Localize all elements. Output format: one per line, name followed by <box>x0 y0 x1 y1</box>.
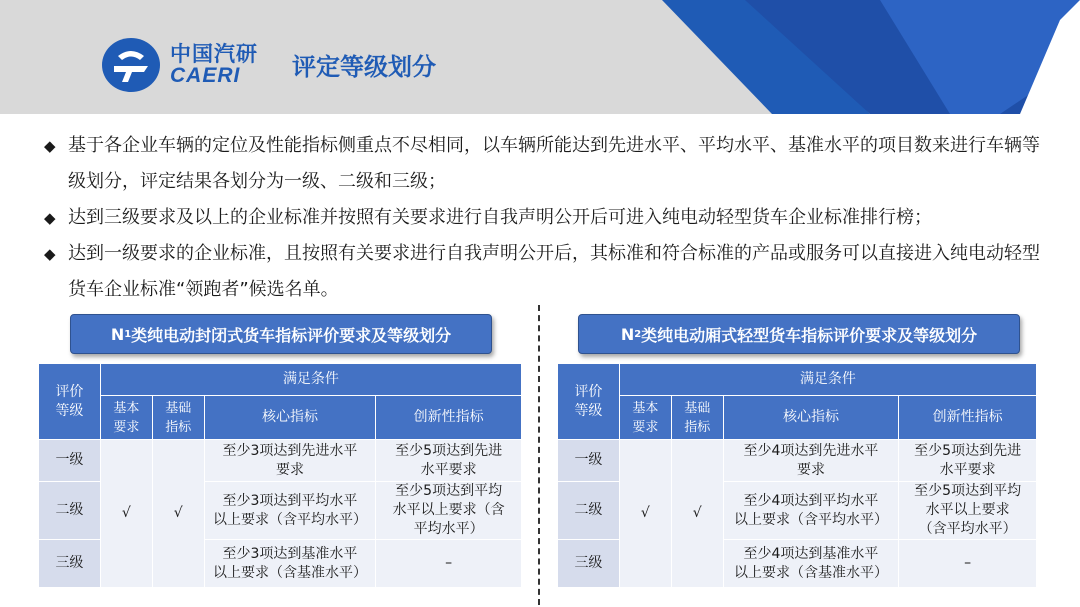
header-band <box>0 0 1080 114</box>
diamond-bullet-icon: ◆ <box>44 245 56 263</box>
basic-index-header: 基础 指标 <box>671 396 723 440</box>
innovation-cell: 至少5项达到先进 水平要求 <box>899 440 1037 482</box>
innovation-cell: 至少5项达到平均 水平以上要求 （含平均水平） <box>899 482 1037 540</box>
check-cell: √ <box>619 440 671 588</box>
check-cell: √ <box>671 440 723 588</box>
left-title-text: 类纯电动封闭式货车指标评价要求及等级划分 <box>131 325 452 345</box>
section-divider <box>538 305 540 605</box>
level-cell: 三级 <box>558 540 620 588</box>
bullet-item <box>44 128 1054 200</box>
right-section-title <box>578 314 1020 354</box>
condition-header: 满足条件 <box>100 364 521 396</box>
left-title-prefix: N <box>110 324 125 344</box>
grade-header: 评价 等级 <box>39 364 101 440</box>
bullet-text: 达到一级要求的企业标准，且按照有关要求进行自我声明公开后，其标准和符合标准的产品或服务可以直接进入纯电动轻型货车企业标准“领跑者”候选名单。 <box>68 243 1040 300</box>
page-title: 评定等级划分 <box>292 53 436 81</box>
logo-text-en: CAERI <box>170 64 241 87</box>
core-index-header: 核心指标 <box>204 396 376 440</box>
check-cell: √ <box>152 440 204 588</box>
bullet-text: 达到三级要求及以上的企业标准并按照有关要求进行自我声明公开后可进入纯电动轻型货车企业标准排行榜； <box>68 207 932 228</box>
diamond-bullet-icon: ◆ <box>44 209 56 227</box>
header-decoration <box>0 0 1080 114</box>
left-grading-table <box>38 363 522 588</box>
table-row <box>39 440 522 482</box>
level-cell: 一级 <box>39 440 101 482</box>
bullet-list <box>44 128 1054 308</box>
table-row <box>558 440 1037 482</box>
basic-index-header: 基础 指标 <box>152 396 204 440</box>
innovation-index-header: 创新性指标 <box>376 396 522 440</box>
left-title-sub: 1 <box>124 328 132 340</box>
right-grading-table <box>557 363 1037 588</box>
diamond-bullet-icon: ◆ <box>44 137 56 155</box>
basic-req-header: 基本 要求 <box>619 396 671 440</box>
core-cell: 至少3项达到先进水平 要求 <box>204 440 376 482</box>
logo-text-cn: 中国汽研 <box>170 42 258 66</box>
level-cell: 一级 <box>558 440 620 482</box>
core-cell: 至少4项达到基准水平 以上要求（含基准水平） <box>723 540 899 588</box>
basic-req-header: 基本 要求 <box>100 396 152 440</box>
right-title-sub: 2 <box>634 328 642 340</box>
condition-header: 满足条件 <box>619 364 1036 396</box>
bullet-text: 基于各企业车辆的定位及性能指标侧重点不尽相同，以车辆所能达到先进水平、平均水平、基准水平的项目数来进行车辆等级划分，评定结果各划分为一级、二级和三级； <box>68 135 1040 192</box>
level-cell: 三级 <box>39 540 101 588</box>
innovation-cell: – <box>899 540 1037 588</box>
right-title-text: 类纯电动厢式轻型货车指标评价要求及等级划分 <box>641 325 978 345</box>
bullet-item <box>44 236 1054 308</box>
caeri-logo-icon <box>100 34 162 96</box>
core-cell: 至少3项达到基准水平 以上要求（含基准水平） <box>204 540 376 588</box>
level-cell: 二级 <box>558 482 620 540</box>
bullet-item <box>44 200 1054 236</box>
innovation-index-header: 创新性指标 <box>899 396 1037 440</box>
core-cell: 至少3项达到平均水平 以上要求（含平均水平） <box>204 482 376 540</box>
core-index-header: 核心指标 <box>723 396 899 440</box>
innovation-cell: 至少5项达到平均 水平以上要求（含 平均水平） <box>376 482 522 540</box>
core-cell: 至少4项达到平均水平 以上要求（含平均水平） <box>723 482 899 540</box>
level-cell: 二级 <box>39 482 101 540</box>
core-cell: 至少4项达到先进水平 要求 <box>723 440 899 482</box>
innovation-cell: 至少5项达到先进 水平要求 <box>376 440 522 482</box>
innovation-cell: – <box>376 540 522 588</box>
grade-header: 评价 等级 <box>558 364 620 440</box>
left-section-title <box>70 314 492 354</box>
right-title-prefix: N <box>620 324 635 344</box>
check-cell: √ <box>100 440 152 588</box>
